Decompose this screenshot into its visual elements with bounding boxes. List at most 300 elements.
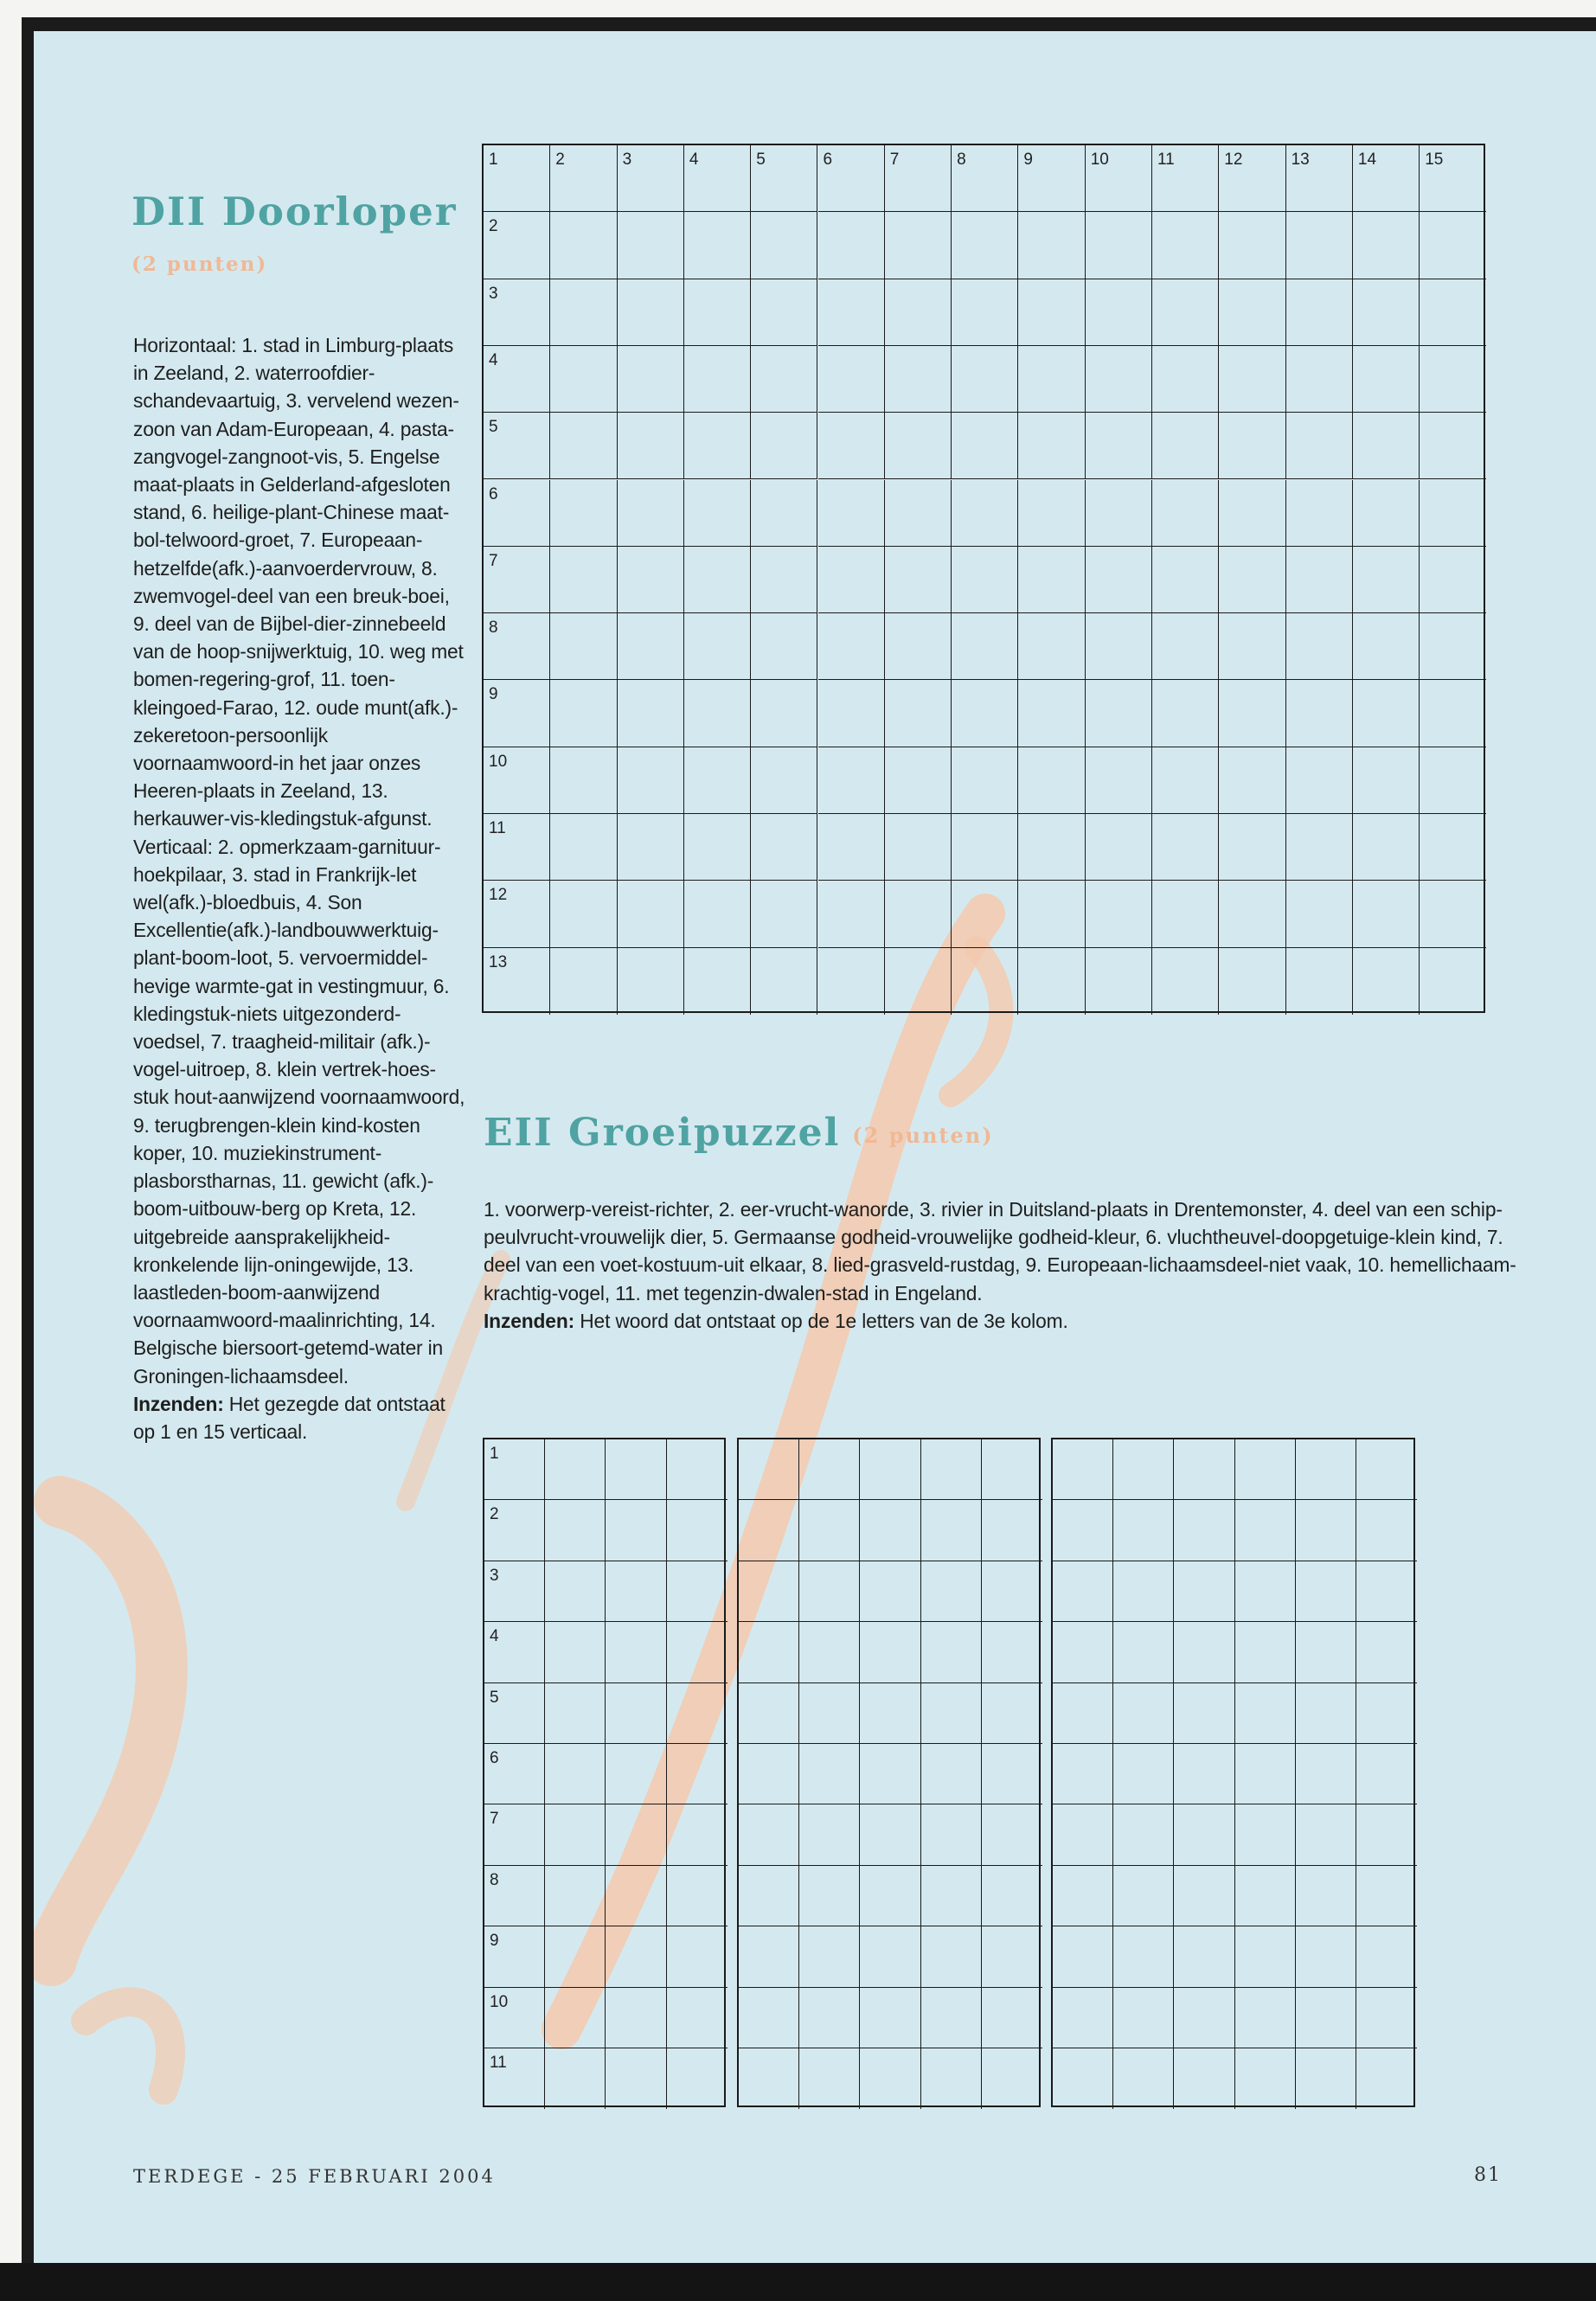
doorloper-cell[interactable] xyxy=(1420,547,1486,613)
doorloper-cell[interactable] xyxy=(885,279,952,346)
groeipuzzel-cell[interactable] xyxy=(860,1561,920,1622)
groeipuzzel-cell[interactable] xyxy=(921,1561,982,1622)
doorloper-cell[interactable] xyxy=(618,680,684,747)
groeipuzzel-cell[interactable] xyxy=(1296,1744,1356,1804)
groeipuzzel-cell[interactable] xyxy=(1296,1866,1356,1926)
doorloper-cell[interactable] xyxy=(684,413,751,479)
groeipuzzel-cell[interactable] xyxy=(1174,1866,1234,1926)
doorloper-cell-r1-c6[interactable]: 6 xyxy=(818,145,885,212)
groeipuzzel-cell[interactable] xyxy=(545,2048,606,2109)
doorloper-cell[interactable] xyxy=(1353,279,1420,346)
groeipuzzel-cell[interactable] xyxy=(1053,1804,1113,1865)
doorloper-cell-r1-c2[interactable]: 2 xyxy=(550,145,617,212)
doorloper-cell[interactable] xyxy=(1018,613,1085,680)
doorloper-cell[interactable] xyxy=(952,680,1018,747)
groeipuzzel-cell[interactable] xyxy=(1296,1561,1356,1622)
groeipuzzel-cell-r8-c1[interactable]: 8 xyxy=(484,1866,545,1926)
groeipuzzel-cell-r9-c1[interactable]: 9 xyxy=(484,1926,545,1987)
groeipuzzel-cell[interactable] xyxy=(1053,1622,1113,1682)
groeipuzzel-cell[interactable] xyxy=(921,1804,982,1865)
doorloper-cell[interactable] xyxy=(1219,480,1285,547)
groeipuzzel-cell[interactable] xyxy=(606,1804,666,1865)
doorloper-cell[interactable] xyxy=(818,680,885,747)
doorloper-cell[interactable] xyxy=(1086,814,1152,881)
doorloper-cell[interactable] xyxy=(1152,480,1219,547)
doorloper-cell[interactable] xyxy=(1219,881,1285,947)
groeipuzzel-cell[interactable] xyxy=(921,1988,982,2048)
groeipuzzel-cell[interactable] xyxy=(799,1988,860,2048)
doorloper-cell[interactable] xyxy=(1152,613,1219,680)
doorloper-cell[interactable] xyxy=(550,279,617,346)
groeipuzzel-cell[interactable] xyxy=(545,1439,606,1500)
doorloper-cell[interactable] xyxy=(1286,212,1353,279)
groeipuzzel-cell[interactable] xyxy=(1113,1988,1174,2048)
doorloper-cell[interactable] xyxy=(1219,613,1285,680)
groeipuzzel-cell[interactable] xyxy=(799,1744,860,1804)
groeipuzzel-cell[interactable] xyxy=(1235,1622,1296,1682)
groeipuzzel-cell[interactable] xyxy=(1053,1561,1113,1622)
doorloper-cell[interactable] xyxy=(1286,413,1353,479)
doorloper-cell[interactable] xyxy=(1152,948,1219,1015)
groeipuzzel-cell[interactable] xyxy=(860,1866,920,1926)
groeipuzzel-cell[interactable] xyxy=(1235,1561,1296,1622)
groeipuzzel-cell[interactable] xyxy=(982,1926,1042,1987)
doorloper-cell[interactable] xyxy=(751,212,817,279)
doorloper-cell-r2-c1[interactable]: 2 xyxy=(484,212,550,279)
groeipuzzel-cell[interactable] xyxy=(799,1866,860,1926)
doorloper-cell[interactable] xyxy=(1286,680,1353,747)
groeipuzzel-cell[interactable] xyxy=(1113,1926,1174,1987)
doorloper-cell[interactable] xyxy=(550,480,617,547)
doorloper-cell[interactable] xyxy=(952,613,1018,680)
doorloper-cell[interactable] xyxy=(550,747,617,814)
doorloper-cell-r1-c9[interactable]: 9 xyxy=(1018,145,1085,212)
doorloper-cell[interactable] xyxy=(1353,680,1420,747)
doorloper-cell-r1-c12[interactable]: 12 xyxy=(1219,145,1285,212)
doorloper-cell[interactable] xyxy=(1286,547,1353,613)
groeipuzzel-cell[interactable] xyxy=(1296,1804,1356,1865)
doorloper-cell[interactable] xyxy=(1152,279,1219,346)
groeipuzzel-cell[interactable] xyxy=(1174,1683,1234,1744)
doorloper-cell[interactable] xyxy=(751,279,817,346)
doorloper-cell[interactable] xyxy=(952,346,1018,413)
doorloper-cell[interactable] xyxy=(751,413,817,479)
groeipuzzel-cell[interactable] xyxy=(799,1500,860,1561)
groeipuzzel-cell-r5-c1[interactable]: 5 xyxy=(484,1683,545,1744)
groeipuzzel-cell[interactable] xyxy=(1235,1500,1296,1561)
doorloper-cell[interactable] xyxy=(1353,613,1420,680)
doorloper-cell[interactable] xyxy=(1353,881,1420,947)
groeipuzzel-cell[interactable] xyxy=(667,1866,727,1926)
groeipuzzel-cell[interactable] xyxy=(982,1866,1042,1926)
doorloper-cell[interactable] xyxy=(1420,212,1486,279)
doorloper-cell[interactable] xyxy=(618,814,684,881)
doorloper-cell[interactable] xyxy=(684,814,751,881)
doorloper-cell[interactable] xyxy=(1286,881,1353,947)
doorloper-cell[interactable] xyxy=(684,613,751,680)
doorloper-cell[interactable] xyxy=(1152,413,1219,479)
doorloper-cell[interactable] xyxy=(1219,212,1285,279)
doorloper-cell[interactable] xyxy=(885,680,952,747)
doorloper-cell[interactable] xyxy=(1018,881,1085,947)
doorloper-cell[interactable] xyxy=(885,346,952,413)
groeipuzzel-cell[interactable] xyxy=(739,1926,799,1987)
doorloper-cell-r4-c1[interactable]: 4 xyxy=(484,346,550,413)
groeipuzzel-cell[interactable] xyxy=(1174,1988,1234,2048)
doorloper-cell[interactable] xyxy=(818,346,885,413)
doorloper-cell[interactable] xyxy=(550,547,617,613)
doorloper-cell-r1-c8[interactable]: 8 xyxy=(952,145,1018,212)
doorloper-cell-r13-c1[interactable]: 13 xyxy=(484,948,550,1015)
groeipuzzel-cell[interactable] xyxy=(1296,1439,1356,1500)
groeipuzzel-cell[interactable] xyxy=(1235,1804,1296,1865)
doorloper-cell[interactable] xyxy=(684,480,751,547)
groeipuzzel-cell[interactable] xyxy=(1113,1866,1174,1926)
doorloper-cell-r6-c1[interactable]: 6 xyxy=(484,480,550,547)
groeipuzzel-cell[interactable] xyxy=(921,1683,982,1744)
doorloper-cell[interactable] xyxy=(1018,747,1085,814)
doorloper-cell[interactable] xyxy=(618,547,684,613)
groeipuzzel-cell[interactable] xyxy=(606,1988,666,2048)
doorloper-cell[interactable] xyxy=(550,413,617,479)
groeipuzzel-cell[interactable] xyxy=(982,2048,1042,2109)
doorloper-cell[interactable] xyxy=(818,413,885,479)
groeipuzzel-cell[interactable] xyxy=(1235,2048,1296,2109)
doorloper-cell[interactable] xyxy=(1286,747,1353,814)
groeipuzzel-cell[interactable] xyxy=(1356,1439,1417,1500)
groeipuzzel-cell[interactable] xyxy=(606,2048,666,2109)
groeipuzzel-cell[interactable] xyxy=(921,1866,982,1926)
doorloper-cell[interactable] xyxy=(618,212,684,279)
groeipuzzel-cell[interactable] xyxy=(1113,1561,1174,1622)
groeipuzzel-cell-r6-c1[interactable]: 6 xyxy=(484,1744,545,1804)
doorloper-cell[interactable] xyxy=(684,881,751,947)
groeipuzzel-cell[interactable] xyxy=(545,1866,606,1926)
groeipuzzel-cell[interactable] xyxy=(1235,1439,1296,1500)
groeipuzzel-cell[interactable] xyxy=(860,1744,920,1804)
groeipuzzel-cell[interactable] xyxy=(606,1439,666,1500)
doorloper-cell[interactable] xyxy=(1086,547,1152,613)
groeipuzzel-cell[interactable] xyxy=(799,1439,860,1500)
doorloper-cell[interactable] xyxy=(550,948,617,1015)
groeipuzzel-cell[interactable] xyxy=(860,1622,920,1682)
doorloper-cell[interactable] xyxy=(1018,480,1085,547)
doorloper-cell-r1-c3[interactable]: 3 xyxy=(618,145,684,212)
doorloper-cell[interactable] xyxy=(952,413,1018,479)
groeipuzzel-cell[interactable] xyxy=(739,1439,799,1500)
groeipuzzel-cell[interactable] xyxy=(667,2048,727,2109)
groeipuzzel-cell[interactable] xyxy=(1356,2048,1417,2109)
doorloper-cell[interactable] xyxy=(751,747,817,814)
groeipuzzel-cell[interactable] xyxy=(739,1622,799,1682)
doorloper-cell[interactable] xyxy=(618,413,684,479)
doorloper-cell[interactable] xyxy=(1219,547,1285,613)
groeipuzzel-cell[interactable] xyxy=(860,2048,920,2109)
doorloper-cell[interactable] xyxy=(751,346,817,413)
doorloper-cell[interactable] xyxy=(1152,881,1219,947)
doorloper-cell[interactable] xyxy=(1420,480,1486,547)
groeipuzzel-cell[interactable] xyxy=(667,1744,727,1804)
groeipuzzel-cell[interactable] xyxy=(1296,2048,1356,2109)
groeipuzzel-cell[interactable] xyxy=(982,1561,1042,1622)
doorloper-cell-r1-c14[interactable]: 14 xyxy=(1353,145,1420,212)
doorloper-cell[interactable] xyxy=(1018,948,1085,1015)
doorloper-cell[interactable] xyxy=(1152,212,1219,279)
doorloper-cell[interactable] xyxy=(885,613,952,680)
doorloper-cell[interactable] xyxy=(1219,413,1285,479)
groeipuzzel-cell[interactable] xyxy=(739,1804,799,1865)
doorloper-cell[interactable] xyxy=(818,747,885,814)
doorloper-cell[interactable] xyxy=(1353,212,1420,279)
groeipuzzel-cell[interactable] xyxy=(799,2048,860,2109)
groeipuzzel-cell[interactable] xyxy=(1356,1866,1417,1926)
doorloper-cell[interactable] xyxy=(1152,814,1219,881)
groeipuzzel-cell[interactable] xyxy=(1356,1804,1417,1865)
doorloper-cell[interactable] xyxy=(751,547,817,613)
doorloper-cell[interactable] xyxy=(952,212,1018,279)
doorloper-cell[interactable] xyxy=(1018,814,1085,881)
groeipuzzel-cell[interactable] xyxy=(799,1561,860,1622)
groeipuzzel-cell[interactable] xyxy=(860,1926,920,1987)
groeipuzzel-cell[interactable] xyxy=(982,1988,1042,2048)
doorloper-cell[interactable] xyxy=(818,480,885,547)
doorloper-cell[interactable] xyxy=(952,747,1018,814)
doorloper-cell[interactable] xyxy=(550,346,617,413)
doorloper-cell[interactable] xyxy=(1219,680,1285,747)
doorloper-cell[interactable] xyxy=(885,881,952,947)
doorloper-cell[interactable] xyxy=(1152,547,1219,613)
doorloper-cell[interactable] xyxy=(952,480,1018,547)
doorloper-cell-r3-c1[interactable]: 3 xyxy=(484,279,550,346)
doorloper-cell-r1-c5[interactable]: 5 xyxy=(751,145,817,212)
groeipuzzel-cell[interactable] xyxy=(739,1683,799,1744)
doorloper-cell[interactable] xyxy=(818,212,885,279)
groeipuzzel-cell[interactable] xyxy=(982,1683,1042,1744)
groeipuzzel-cell[interactable] xyxy=(1296,1926,1356,1987)
groeipuzzel-cell[interactable] xyxy=(1296,1988,1356,2048)
doorloper-cell[interactable] xyxy=(1353,480,1420,547)
doorloper-cell[interactable] xyxy=(1353,747,1420,814)
groeipuzzel-cell[interactable] xyxy=(667,1622,727,1682)
groeipuzzel-cell[interactable] xyxy=(667,1561,727,1622)
groeipuzzel-cell[interactable] xyxy=(739,1866,799,1926)
doorloper-cell[interactable] xyxy=(751,480,817,547)
groeipuzzel-cell[interactable] xyxy=(1053,2048,1113,2109)
doorloper-cell-r9-c1[interactable]: 9 xyxy=(484,680,550,747)
groeipuzzel-cell[interactable] xyxy=(545,1622,606,1682)
doorloper-cell[interactable] xyxy=(1219,279,1285,346)
doorloper-cell[interactable] xyxy=(618,881,684,947)
doorloper-cell[interactable] xyxy=(751,948,817,1015)
doorloper-cell[interactable] xyxy=(618,279,684,346)
doorloper-cell[interactable] xyxy=(1219,346,1285,413)
doorloper-cell[interactable] xyxy=(1286,346,1353,413)
groeipuzzel-cell[interactable] xyxy=(799,1622,860,1682)
groeipuzzel-cell[interactable] xyxy=(799,1804,860,1865)
groeipuzzel-cell[interactable] xyxy=(739,1561,799,1622)
doorloper-cell[interactable] xyxy=(1018,680,1085,747)
groeipuzzel-cell[interactable] xyxy=(921,2048,982,2109)
groeipuzzel-cell[interactable] xyxy=(860,1804,920,1865)
groeipuzzel-cell[interactable] xyxy=(860,1683,920,1744)
groeipuzzel-cell[interactable] xyxy=(545,1804,606,1865)
doorloper-cell[interactable] xyxy=(1018,212,1085,279)
groeipuzzel-cell[interactable] xyxy=(606,1561,666,1622)
doorloper-cell[interactable] xyxy=(818,613,885,680)
doorloper-cell-r1-c4[interactable]: 4 xyxy=(684,145,751,212)
doorloper-cell[interactable] xyxy=(1286,279,1353,346)
groeipuzzel-cell[interactable] xyxy=(799,1683,860,1744)
doorloper-cell[interactable] xyxy=(1152,680,1219,747)
groeipuzzel-cell[interactable] xyxy=(1174,1500,1234,1561)
groeipuzzel-cell[interactable] xyxy=(1356,1926,1417,1987)
doorloper-cell[interactable] xyxy=(885,480,952,547)
doorloper-cell[interactable] xyxy=(1018,279,1085,346)
groeipuzzel-cell[interactable] xyxy=(1356,1500,1417,1561)
groeipuzzel-cell[interactable] xyxy=(1174,1804,1234,1865)
groeipuzzel-cell-r4-c1[interactable]: 4 xyxy=(484,1622,545,1682)
doorloper-cell[interactable] xyxy=(885,212,952,279)
groeipuzzel-cell[interactable] xyxy=(545,1561,606,1622)
groeipuzzel-cell[interactable] xyxy=(739,1988,799,2048)
groeipuzzel-cell[interactable] xyxy=(606,1683,666,1744)
groeipuzzel-cell[interactable] xyxy=(545,1988,606,2048)
groeipuzzel-cell[interactable] xyxy=(1113,1439,1174,1500)
groeipuzzel-cell-r7-c1[interactable]: 7 xyxy=(484,1804,545,1865)
doorloper-cell[interactable] xyxy=(885,814,952,881)
doorloper-cell[interactable] xyxy=(952,948,1018,1015)
doorloper-cell[interactable] xyxy=(1086,613,1152,680)
groeipuzzel-cell[interactable] xyxy=(860,1988,920,2048)
doorloper-cell-r11-c1[interactable]: 11 xyxy=(484,814,550,881)
doorloper-cell[interactable] xyxy=(1420,279,1486,346)
doorloper-cell[interactable] xyxy=(751,680,817,747)
doorloper-cell[interactable] xyxy=(1086,346,1152,413)
doorloper-cell[interactable] xyxy=(885,747,952,814)
doorloper-cell-r1-c11[interactable]: 11 xyxy=(1152,145,1219,212)
doorloper-cell[interactable] xyxy=(684,547,751,613)
groeipuzzel-cell[interactable] xyxy=(1113,1683,1174,1744)
groeipuzzel-cell[interactable] xyxy=(545,1744,606,1804)
groeipuzzel-cell[interactable] xyxy=(982,1500,1042,1561)
doorloper-cell[interactable] xyxy=(1420,413,1486,479)
groeipuzzel-cell[interactable] xyxy=(1235,1866,1296,1926)
doorloper-cell[interactable] xyxy=(1086,881,1152,947)
groeipuzzel-cell[interactable] xyxy=(739,2048,799,2109)
groeipuzzel-cell[interactable] xyxy=(1053,1866,1113,1926)
groeipuzzel-cell[interactable] xyxy=(982,1744,1042,1804)
groeipuzzel-cell[interactable] xyxy=(799,1926,860,1987)
doorloper-cell[interactable] xyxy=(818,948,885,1015)
doorloper-cell[interactable] xyxy=(751,814,817,881)
doorloper-cell[interactable] xyxy=(1152,346,1219,413)
doorloper-cell[interactable] xyxy=(550,212,617,279)
doorloper-cell[interactable] xyxy=(550,814,617,881)
doorloper-cell[interactable] xyxy=(952,814,1018,881)
doorloper-cell[interactable] xyxy=(818,547,885,613)
doorloper-cell-r1-c13[interactable]: 13 xyxy=(1286,145,1353,212)
doorloper-cell[interactable] xyxy=(684,279,751,346)
doorloper-cell[interactable] xyxy=(1018,346,1085,413)
doorloper-cell[interactable] xyxy=(818,279,885,346)
groeipuzzel-cell[interactable] xyxy=(1235,1683,1296,1744)
doorloper-cell-r1-c15[interactable]: 15 xyxy=(1420,145,1486,212)
doorloper-cell[interactable] xyxy=(684,948,751,1015)
groeipuzzel-cell-r10-c1[interactable]: 10 xyxy=(484,1988,545,2048)
doorloper-cell[interactable] xyxy=(550,881,617,947)
groeipuzzel-cell[interactable] xyxy=(1174,2048,1234,2109)
doorloper-cell[interactable] xyxy=(684,346,751,413)
groeipuzzel-cell[interactable] xyxy=(667,1683,727,1744)
doorloper-cell[interactable] xyxy=(684,680,751,747)
doorloper-cell-r1-c10[interactable]: 10 xyxy=(1086,145,1152,212)
doorloper-cell[interactable] xyxy=(818,814,885,881)
doorloper-cell-r8-c1[interactable]: 8 xyxy=(484,613,550,680)
doorloper-cell[interactable] xyxy=(1286,613,1353,680)
groeipuzzel-cell[interactable] xyxy=(1053,1926,1113,1987)
doorloper-cell-r10-c1[interactable]: 10 xyxy=(484,747,550,814)
groeipuzzel-cell[interactable] xyxy=(860,1439,920,1500)
groeipuzzel-cell[interactable] xyxy=(1174,1622,1234,1682)
doorloper-cell[interactable] xyxy=(684,212,751,279)
doorloper-cell[interactable] xyxy=(818,881,885,947)
groeipuzzel-cell[interactable] xyxy=(982,1622,1042,1682)
doorloper-cell[interactable] xyxy=(618,480,684,547)
groeipuzzel-cell[interactable] xyxy=(1356,1744,1417,1804)
groeipuzzel-cell[interactable] xyxy=(1113,1500,1174,1561)
groeipuzzel-cell-r2-c1[interactable]: 2 xyxy=(484,1500,545,1561)
groeipuzzel-cell-r11-c1[interactable]: 11 xyxy=(484,2048,545,2109)
doorloper-cell[interactable] xyxy=(1420,613,1486,680)
doorloper-cell-r12-c1[interactable]: 12 xyxy=(484,881,550,947)
groeipuzzel-cell[interactable] xyxy=(667,1500,727,1561)
groeipuzzel-cell[interactable] xyxy=(606,1744,666,1804)
groeipuzzel-cell[interactable] xyxy=(667,1988,727,2048)
groeipuzzel-cell[interactable] xyxy=(1174,1561,1234,1622)
doorloper-cell[interactable] xyxy=(1152,747,1219,814)
groeipuzzel-cell[interactable] xyxy=(1296,1683,1356,1744)
doorloper-cell[interactable] xyxy=(618,948,684,1015)
doorloper-cell[interactable] xyxy=(1353,814,1420,881)
doorloper-cell[interactable] xyxy=(550,613,617,680)
groeipuzzel-cell-r1-c1[interactable]: 1 xyxy=(484,1439,545,1500)
groeipuzzel-cell[interactable] xyxy=(545,1683,606,1744)
groeipuzzel-cell[interactable] xyxy=(1113,1744,1174,1804)
doorloper-cell[interactable] xyxy=(1086,212,1152,279)
groeipuzzel-cell[interactable] xyxy=(1296,1622,1356,1682)
groeipuzzel-cell[interactable] xyxy=(1053,1683,1113,1744)
groeipuzzel-cell[interactable] xyxy=(545,1926,606,1987)
doorloper-cell[interactable] xyxy=(1286,948,1353,1015)
doorloper-cell[interactable] xyxy=(1420,814,1486,881)
groeipuzzel-cell[interactable] xyxy=(982,1804,1042,1865)
groeipuzzel-cell[interactable] xyxy=(1053,1988,1113,2048)
doorloper-cell[interactable] xyxy=(885,948,952,1015)
doorloper-cell[interactable] xyxy=(885,413,952,479)
doorloper-cell[interactable] xyxy=(1086,480,1152,547)
doorloper-cell[interactable] xyxy=(618,346,684,413)
doorloper-cell[interactable] xyxy=(618,747,684,814)
doorloper-cell-r1-c1[interactable]: 1 xyxy=(484,145,550,212)
groeipuzzel-cell[interactable] xyxy=(1296,1500,1356,1561)
doorloper-cell[interactable] xyxy=(1420,881,1486,947)
doorloper-cell-r5-c1[interactable]: 5 xyxy=(484,413,550,479)
doorloper-cell[interactable] xyxy=(1219,948,1285,1015)
doorloper-cell[interactable] xyxy=(1420,948,1486,1015)
doorloper-cell[interactable] xyxy=(1086,413,1152,479)
groeipuzzel-cell[interactable] xyxy=(606,1500,666,1561)
doorloper-cell[interactable] xyxy=(751,881,817,947)
